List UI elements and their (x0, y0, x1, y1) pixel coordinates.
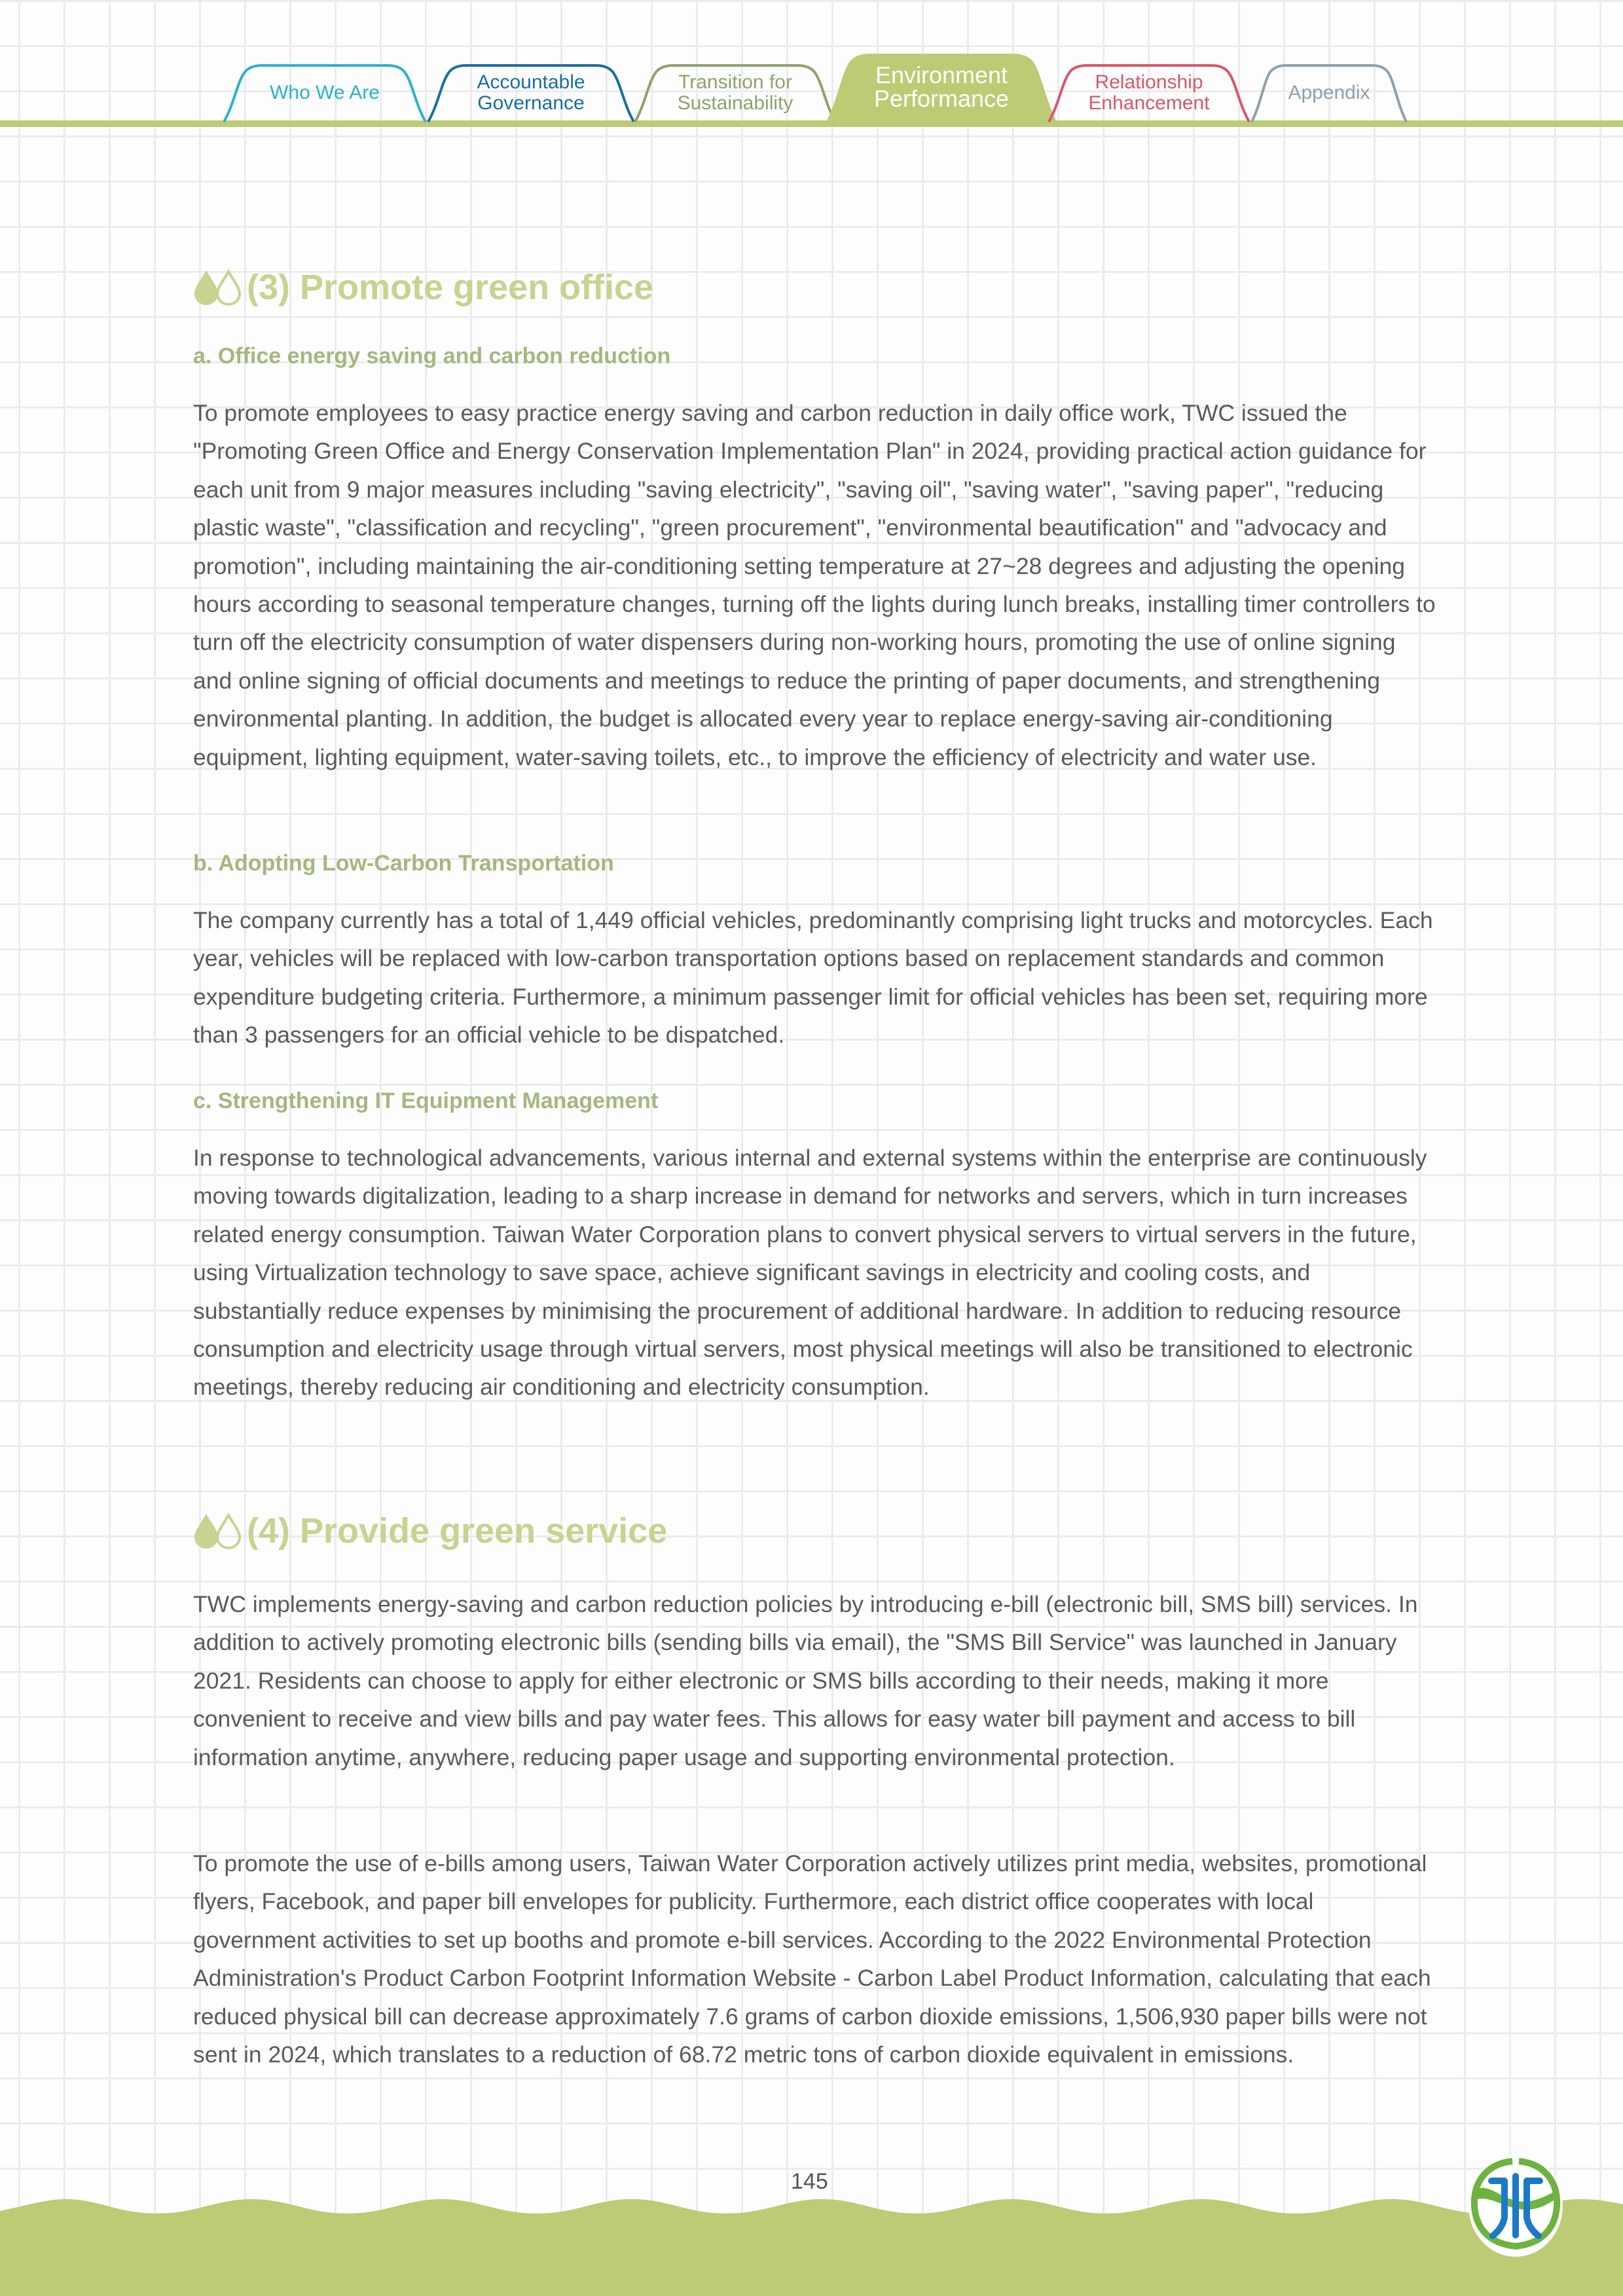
section-title-text: (3) Promote green office (247, 268, 654, 307)
sub-heading-office-energy: a. Office energy saving and carbon reduction (193, 344, 671, 368)
section-title-green-office (193, 267, 653, 308)
tab-accountable-governance[interactable] (427, 64, 635, 122)
sub-heading-it-equipment: c. Strengthening IT Equipment Management (193, 1088, 659, 1113)
section-title-green-service (193, 1511, 667, 1551)
section-title-text: (4) Provide green service (247, 1511, 668, 1551)
paragraph-e-bill-intro: TWC implements energy-saving and carbon reduction policies by introducing e-bill (electronic bill, SMS bill) services. In addition to actively promoting electronic bills (sending bills via email), the "SMS Bill Service" was launched in January 2021. Residents can choose to apply for either electronic or SMS bills according to their needs, making it more convenient to receive and view bills and pay water fees. This allows for easy water bill payment and access to bill information anytime, anywhere, reducing paper usage and supporting environmental protection. (193, 1591, 1418, 1770)
tab-label: Appendix (1288, 82, 1370, 103)
paragraph-it-equipment: In response to technological advancements, various internal and external systems within the enterprise are continuously moving towards digitalization, leading to a sharp increase in demand for networks and servers, which in turn increases related energy consumption. Taiwan Water Corporation plans to convert physical servers to virtual servers in the future, using Virtualization technology to save space, achieve significant savings in electricity and cooling costs, and substantially reduce expenses by minimising the procurement of additional hardware. In addition to reducing resource consumption and electricity usage through virtual servers, most physical meetings will also be transitioned to electronic meetings, thereby reducing air conditioning and electricity consumption. (193, 1145, 1427, 1401)
tab-label: Accountable Governance (477, 71, 585, 114)
water-drops-icon (193, 1513, 243, 1549)
tab-label: Relationship Enhancement (1088, 71, 1210, 114)
tab-label: Transition for Sustainability (677, 71, 793, 114)
water-drops-icon (193, 269, 243, 306)
tab-appendix[interactable] (1250, 64, 1408, 122)
tab-environment-performance[interactable] (826, 52, 1057, 122)
paragraph-office-energy: To promote employees to easy practice energy saving and carbon reduction in daily office work, TWC issued the "Promoting Green Office and Energy Conservation Implementation Plan" in 2024, providing practical action guidance for each unit from 9 major measures including "saving electricity", "saving oil", "saving water", "saving paper", "reducing plastic waste", "classification and recycling", "green procurement", "environmental beautification" and "advocacy and promotion", including maintaining the air-conditioning setting temperature at 27~28 degrees and adjusting the opening hours according to seasonal temperature changes, turning off the lights during lunch breaks, installing timer controllers to turn off the electricity consumption of water dispensers during non-working hours, promoting the use of online signing and online signing of official documents and meetings to reduce the printing of paper documents, and strengthening environmental planting. In addition, the budget is allocated every year to replace energy-saving air-conditioning equipment, lighting equipment, water-saving toilets, etc., to improve the efficiency of electricity and water use. (193, 400, 1436, 770)
page-number: 145 (791, 2169, 828, 2194)
tab-transition-for-sustainability[interactable] (634, 64, 837, 122)
paragraph-low-carbon-transport: The company currently has a total of 1,449 official vehicles, predominantly comprising light trucks and motorcycles. Each year, vehicles will be replaced with low-carbon transportation options based on replacement standards and common expenditure budgeting criteria. Furthermore, a minimum passenger limit for official vehicles has been set, requiring more than 3 passengers for an official vehicle to be dispatched. (193, 907, 1433, 1049)
tab-relationship-enhancement[interactable] (1048, 64, 1250, 122)
sub-heading-low-carbon-transport: b. Adopting Low-Carbon Transportation (193, 851, 614, 876)
twc-water-logo-icon (1460, 2147, 1571, 2258)
tab-label: Who We Are (270, 82, 380, 103)
paragraph-e-bill-promotion: To promote the use of e-bills among users, Taiwan Water Corporation actively utilizes print media, websites, promotional flyers, Facebook, and paper bill envelopes for publicity. Furthermore, each district office cooperates with local government activities to set up booths and promote e-bill services. According to the 2022 Environmental Protection Administration's Product Carbon Footprint Information Website - Carbon Label Product Information, calculating that each reduced physical bill can decrease approximately 7.6 grams of carbon dioxide emissions, 1,506,930 paper bills were not sent in 2024, which translates to a reduction of 68.72 metric tons of carbon dioxide equivalent in emissions. (193, 1850, 1431, 2068)
footer-wave-decoration (0, 2199, 1623, 2296)
tab-who-we-are[interactable] (223, 64, 427, 122)
tab-label: Environment Performance (873, 62, 1010, 112)
